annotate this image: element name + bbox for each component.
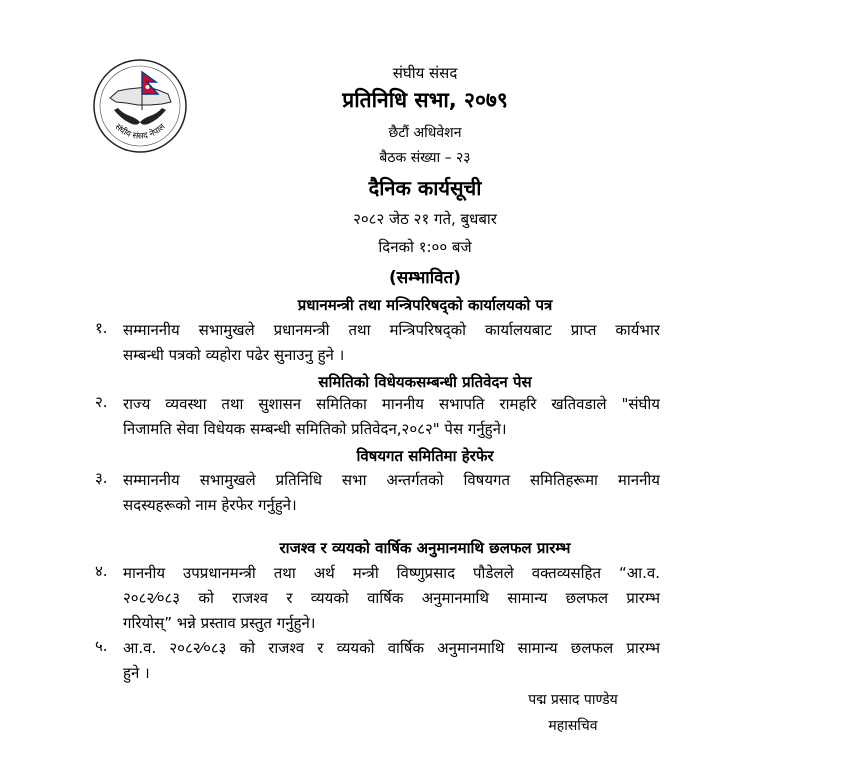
item-text-line: माननीय उपप्रधानमन्त्री तथा अर्थ मन्त्री विष्णुप्रसाद पौडेलले वक्तव्यसहित “आ.व. (123, 564, 660, 582)
meeting-number: बैठक संख्या – २३ (379, 150, 471, 166)
item-text-line: आ.व. २०८२⁄०८३ को राजश्व र व्ययको वार्षिक अनुमानमाथि सामान्य छलफल प्रारम्भ (123, 639, 660, 657)
agenda-item (95, 561, 660, 636)
item-text-line: सम्माननीय सभामुखले प्रतिनिधि सभा अन्तर्गतको विषयगत समितिहरूमा माननीय (123, 471, 660, 489)
item-text-line: २०८२⁄०८३ को राजश्व र व्ययको वार्षिक अनुमानमाथि सामान्य छलफल प्रारम्भ (123, 589, 660, 607)
item-number: ३. (95, 469, 108, 487)
item-text-line: सम्बन्धी पत्रको व्यहोरा पढेर सुनाउनु हुने । (123, 346, 345, 364)
section-heading: विषयगत समितिमा हेरफेर (356, 447, 494, 465)
section-heading: समितिको विधेयकसम्बन्धी प्रतिवेदन पेस (318, 373, 532, 391)
item-number: ५. (95, 637, 108, 655)
section-heading: राजश्व र व्ययको वार्षिक अनुमानमाथि छलफल प्रारम्भ (279, 539, 571, 557)
agenda-item (95, 318, 660, 368)
item-text-line: सम्माननीय सभामुखले प्रधानमन्त्री तथा मन्त्रिपरिषद्को कार्यालयबाट प्राप्त कार्यभार (123, 321, 660, 339)
section-heading: प्रधानमन्त्री तथा मन्त्रिपरिषद्को कार्यालयको पत्र (297, 296, 553, 314)
item-text-line: राज्य व्यवस्था तथा सुशासन समितिका माननीय सभापति रामहरि खतिवडाले "संघीय (123, 395, 660, 413)
session-label: छैटौं अधिवेशन (388, 125, 462, 141)
logo-caption: संघीय संसद नेपाल (112, 122, 168, 142)
item-text-line: हुने । (123, 664, 150, 682)
item-number: ४. (95, 562, 108, 580)
item-text-line: निजामति सेवा विधेयक सम्बन्धी समितिको प्रतिवेदन,२०८२" पेस गर्नुहुने। (123, 420, 507, 438)
signatory-name: पद्म प्रसाद पाण्डेय (528, 692, 618, 708)
parliament-name: संघीय संसद (392, 64, 458, 82)
probable-label: (सम्भावित) (388, 268, 462, 288)
item-number: १. (95, 319, 108, 337)
item-text-line: गरियोस्” भन्ने प्रस्ताव प्रस्तुत गर्नुहुने। (123, 614, 316, 632)
meeting-time: दिनको १:०० बजे (378, 238, 472, 256)
signatory-title: महासचिव (548, 718, 598, 734)
meeting-date: २०८२ जेठ २१ गते, बुधबार (353, 210, 497, 228)
house-title: प्रतिनिधि सभा, २०७९ (342, 88, 508, 112)
agenda-title: दैनिक कार्यसूची (368, 176, 482, 200)
item-text-line: सदस्यहरूको नाम हेरफेर गर्नुहुने। (123, 496, 297, 514)
item-number: २. (95, 393, 108, 411)
agenda-item (95, 392, 660, 442)
agenda-item (95, 468, 660, 518)
agenda-item (95, 636, 660, 686)
